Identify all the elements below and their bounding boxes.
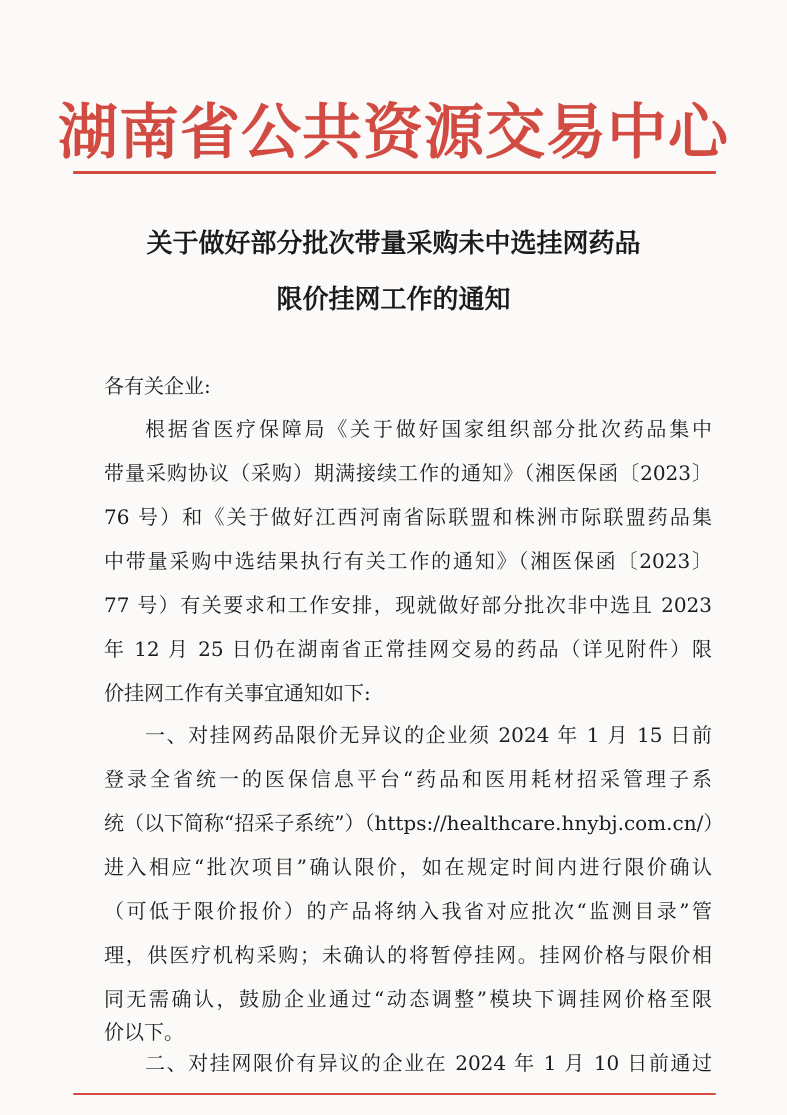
section-two-line: 二、对挂网限价有异议的企业在 2024 年 1 月 10 日前通过 xyxy=(145,1051,712,1075)
issuing-organization-header: 湖南省公共资源交易中心 xyxy=(58,98,729,168)
section-one-line: 同无需确认，鼓励企业通过“动态调整”模块下调挂网价格至限 xyxy=(104,987,712,1011)
section-one-line: 理，供医疗机构采购；未确认的将暂停挂网。挂网价格与限价相 xyxy=(104,943,712,967)
section-one-line: 价以下。 xyxy=(104,1020,184,1044)
section-one-line: 一、对挂网药品限价无异议的企业须 2024 年 1 月 15 日前 xyxy=(145,723,712,747)
body-line: 带量采购协议（采购）期满接续工作的通知》（湘医保函〔2023〕 xyxy=(104,461,712,485)
body-line: 价挂网工作有关事宜通知如下: xyxy=(104,681,371,705)
section-one-line-with-url: 统（以下简称“招采子系统”）（https://healthcare.hnybj.com.cn/） xyxy=(104,811,724,835)
salutation: 各有关企业: xyxy=(104,374,211,398)
footer-red-rule xyxy=(73,1093,716,1095)
body-line: 根据省医疗保障局《关于做好国家组织部分批次药品集中 xyxy=(145,417,712,441)
document-title-line-1: 关于做好部分批次带量采购未中选挂网药品 xyxy=(146,229,641,259)
section-one-line: 登录全省统一的医保信息平台“药品和医用耗材招采管理子系 xyxy=(104,767,712,791)
section-one-line: 进入相应“批次项目”确认限价，如在规定时间内进行限价确认 xyxy=(104,855,712,879)
body-line: 中带量采购中选结果执行有关工作的通知》（湘医保函〔2023〕 xyxy=(104,549,712,573)
header-red-rule xyxy=(73,171,716,174)
body-line: 76 号）和《关于做好江西河南省际联盟和株洲市际联盟药品集 xyxy=(104,505,712,529)
body-line: 年 12 月 25 日仍在湖南省正常挂网交易的药品（详见附件）限 xyxy=(104,637,712,661)
body-line: 77 号）有关要求和工作安排，现就做好部分批次非中选且 2023 xyxy=(104,593,712,617)
section-one-line: （可低于限价报价）的产品将纳入我省对应批次“监测目录”管 xyxy=(104,899,712,923)
document-title-line-2: 限价挂网工作的通知 xyxy=(276,285,511,315)
